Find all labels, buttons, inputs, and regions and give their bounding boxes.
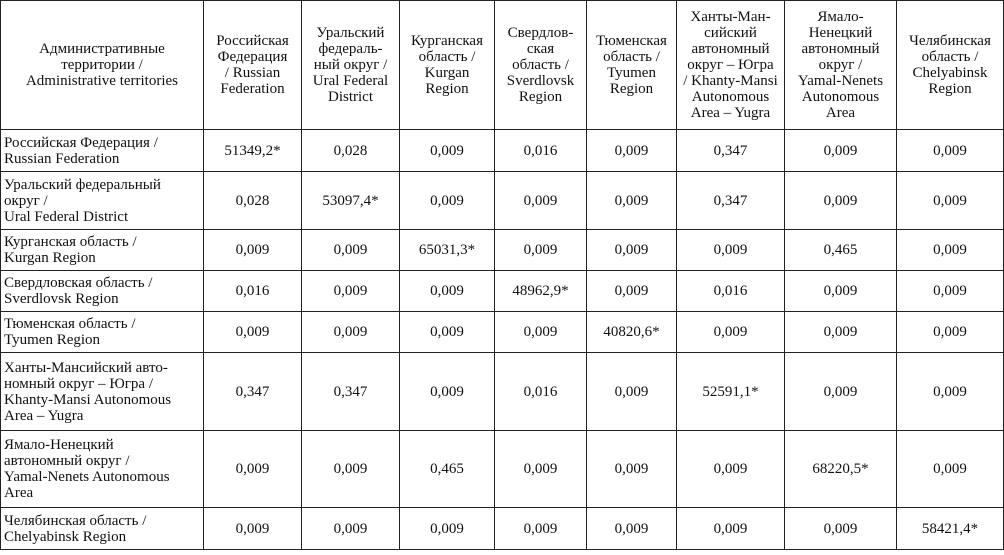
table-cell: 52591,1*: [677, 353, 785, 431]
table-cell: 0,347: [677, 172, 785, 230]
table-cell: 0,009: [785, 172, 897, 230]
table-cell: 0,009: [302, 230, 400, 271]
row-header: Ханты-Мансийский авто- номный округ – Югра / Khanty-Mansi Autonomous Area – Yugra: [1, 353, 204, 431]
table-cell: 0,009: [400, 312, 495, 353]
table-cell: 0,016: [495, 130, 587, 172]
table-cell: 0,016: [495, 353, 587, 431]
column-header: Свердлов- ская область / Sverdlovsk Region: [495, 1, 587, 130]
column-header: Курганская область / Kurgan Region: [400, 1, 495, 130]
row-header: Челябинская область / Chelyabinsk Region: [1, 508, 204, 550]
table-row: [1, 353, 1004, 431]
row-header: Свердловская область / Sverdlovsk Region: [1, 271, 204, 312]
table-cell: 0,009: [495, 230, 587, 271]
table-cell: 0,009: [677, 312, 785, 353]
table-cell: 53097,4*: [302, 172, 400, 230]
table-cell: 0,009: [587, 230, 677, 271]
row-header: Тюменская область / Tyumen Region: [1, 312, 204, 353]
table-cell: 0,009: [897, 312, 1004, 353]
column-header: Тюменская область / Tyumen Region: [587, 1, 677, 130]
table-cell: 48962,9*: [495, 271, 587, 312]
table-cell: 0,009: [495, 508, 587, 550]
table-cell: 0,347: [302, 353, 400, 431]
table-cell: 0,028: [302, 130, 400, 172]
table-cell: 0,009: [587, 353, 677, 431]
table-cell: 0,009: [204, 312, 302, 353]
table-row: [1, 130, 1004, 172]
column-header: Ханты-Ман- сийский автономный округ – Югра / Khanty-Mansi Autonomous Area – Yugra: [677, 1, 785, 130]
table-cell: 51349,2*: [204, 130, 302, 172]
table-cell: 0,009: [897, 130, 1004, 172]
table-cell: 0,347: [677, 130, 785, 172]
table-cell: 0,009: [400, 353, 495, 431]
table-cell: 0,009: [204, 508, 302, 550]
row-header: Уральский федеральный округ / Ural Federal District: [1, 172, 204, 230]
table-cell: 0,009: [785, 130, 897, 172]
row-header: Ямало-Ненецкий автономный округ / Yamal-Nenets Autonomous Area: [1, 431, 204, 508]
table-cell: 0,016: [204, 271, 302, 312]
table-cell: 0,009: [302, 312, 400, 353]
table-cell: 0,009: [400, 172, 495, 230]
table-cell: 0,009: [897, 353, 1004, 431]
table-row: [1, 508, 1004, 550]
table-cell: 58421,4*: [897, 508, 1004, 550]
table-cell: 0,009: [677, 508, 785, 550]
table-cell: 0,009: [204, 230, 302, 271]
column-header: Челябинская область / Chelyabinsk Region: [897, 1, 1004, 130]
table-row: [1, 172, 1004, 230]
table-row: [1, 431, 1004, 508]
header-row: [1, 1, 1004, 130]
table-cell: 0,016: [677, 271, 785, 312]
table-cell: 65031,3*: [400, 230, 495, 271]
column-header: Ямало- Ненецкий автономный округ / Yamal-Nenets Autonomous Area: [785, 1, 897, 130]
table-cell: 40820,6*: [587, 312, 677, 353]
table-row: [1, 271, 1004, 312]
table-cell: 0,009: [785, 271, 897, 312]
table-cell: 0,009: [677, 431, 785, 508]
table-row: [1, 312, 1004, 353]
table-cell: 0,009: [495, 312, 587, 353]
table-cell: 0,009: [897, 431, 1004, 508]
column-header: Российская Федерация / Russian Federation: [204, 1, 302, 130]
column-header: Уральский федераль- ный округ / Ural Federal District: [302, 1, 400, 130]
table-cell: 0,009: [785, 508, 897, 550]
table-cell: 0,347: [204, 353, 302, 431]
table-cell: 0,009: [400, 271, 495, 312]
table-cell: 0,009: [495, 431, 587, 508]
table-cell: 0,009: [897, 172, 1004, 230]
table-cell: 0,009: [302, 431, 400, 508]
table-cell: 0,465: [785, 230, 897, 271]
corner-header: Административные территории / Administrative territories: [1, 1, 204, 130]
table-cell: 0,009: [785, 353, 897, 431]
row-header: Российская Федерация / Russian Federation: [1, 130, 204, 172]
table-cell: 0,009: [400, 130, 495, 172]
table-row: [1, 230, 1004, 271]
table-cell: 68220,5*: [785, 431, 897, 508]
table-cell: 0,009: [897, 271, 1004, 312]
table-cell: 0,028: [204, 172, 302, 230]
table-cell: 0,009: [785, 312, 897, 353]
table-cell: 0,009: [587, 130, 677, 172]
table-cell: 0,009: [897, 230, 1004, 271]
table-cell: 0,465: [400, 431, 495, 508]
table-cell: 0,009: [587, 431, 677, 508]
table-cell: 0,009: [400, 508, 495, 550]
table-cell: 0,009: [495, 172, 587, 230]
table-cell: 0,009: [302, 508, 400, 550]
row-header: Курганская область / Kurgan Region: [1, 230, 204, 271]
table-cell: 0,009: [587, 271, 677, 312]
table-cell: 0,009: [677, 230, 785, 271]
table-cell: 0,009: [204, 431, 302, 508]
table-cell: 0,009: [587, 508, 677, 550]
table-cell: 0,009: [587, 172, 677, 230]
table-cell: 0,009: [302, 271, 400, 312]
